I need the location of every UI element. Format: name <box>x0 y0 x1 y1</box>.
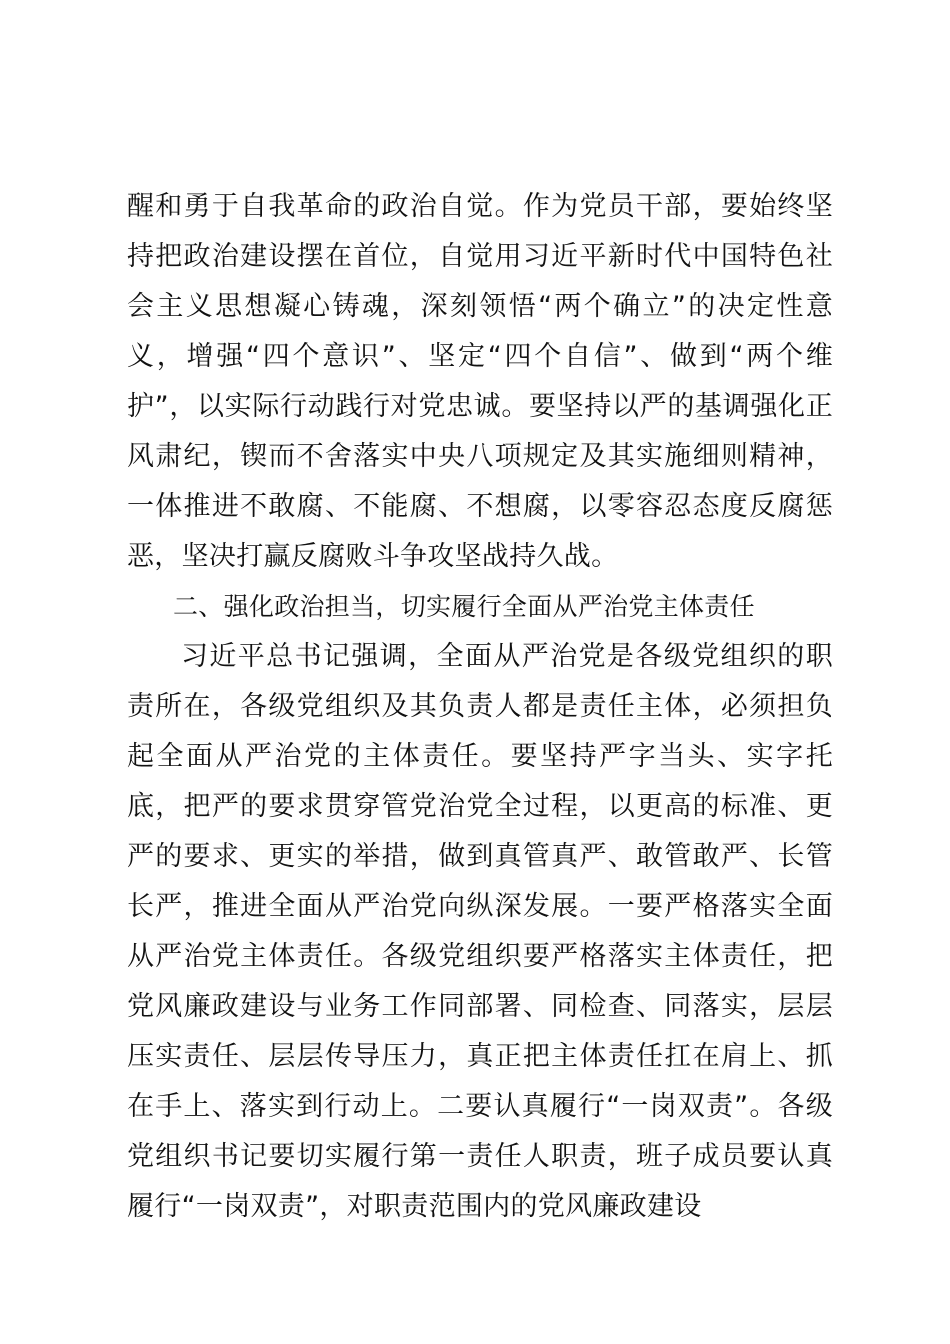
document-body <box>127 182 833 1232</box>
section-heading: 二、强化政治担当，切实履行全面从严治党主体责任 <box>173 592 755 621</box>
section-body-paragraph: 习近平总书记强调，全面从严治党是各级党组织的职责所在，各级党组织及其负责人都是责任主体，必须担负起全面从严治党的主体责任。要坚持严字当头、实字托底，把严的要求贯穿管党治党全过程，以更高的标准、更严的要求、更实的举措，做到真管真严、敢管敢严、长管长严，推进全面从严治党向纵深发展。一要严格落实全面从严治党主体责任。各级党组织要严格落实主体责任，把党风廉政建设与业务工作同部署、同检查、同落实，层层压实责任、层层传导压力，真正把主体责任扛在肩上、抓在手上、落实到行动上。二要认真履行“一岗双责”。各级党组织书记要切实履行第一责任人职责，班子成员要认真履行“一岗双责”，对职责范围内的党风廉政建设 <box>127 641 833 1222</box>
continuation-paragraph: 醒和勇于自我革命的政治自觉。作为党员干部，要始终坚持把政治建设摆在首位，自觉用习近平新时代中国特色社会主义思想凝心铸魂，深刻领悟“两个确立”的决定性意义，增强“四个意识”、坚定“四个自信”、做到“两个维护”，以实际行动践行对党忠诚。要坚持以严的基调强化正风肃纪，锲而不舍落实中央八项规定及其实施细则精神，一体推进不敢腐、不能腐、不想腐，以零容忍态度反腐惩恶，坚决打赢反腐败斗争攻坚战持久战。 <box>127 191 833 572</box>
